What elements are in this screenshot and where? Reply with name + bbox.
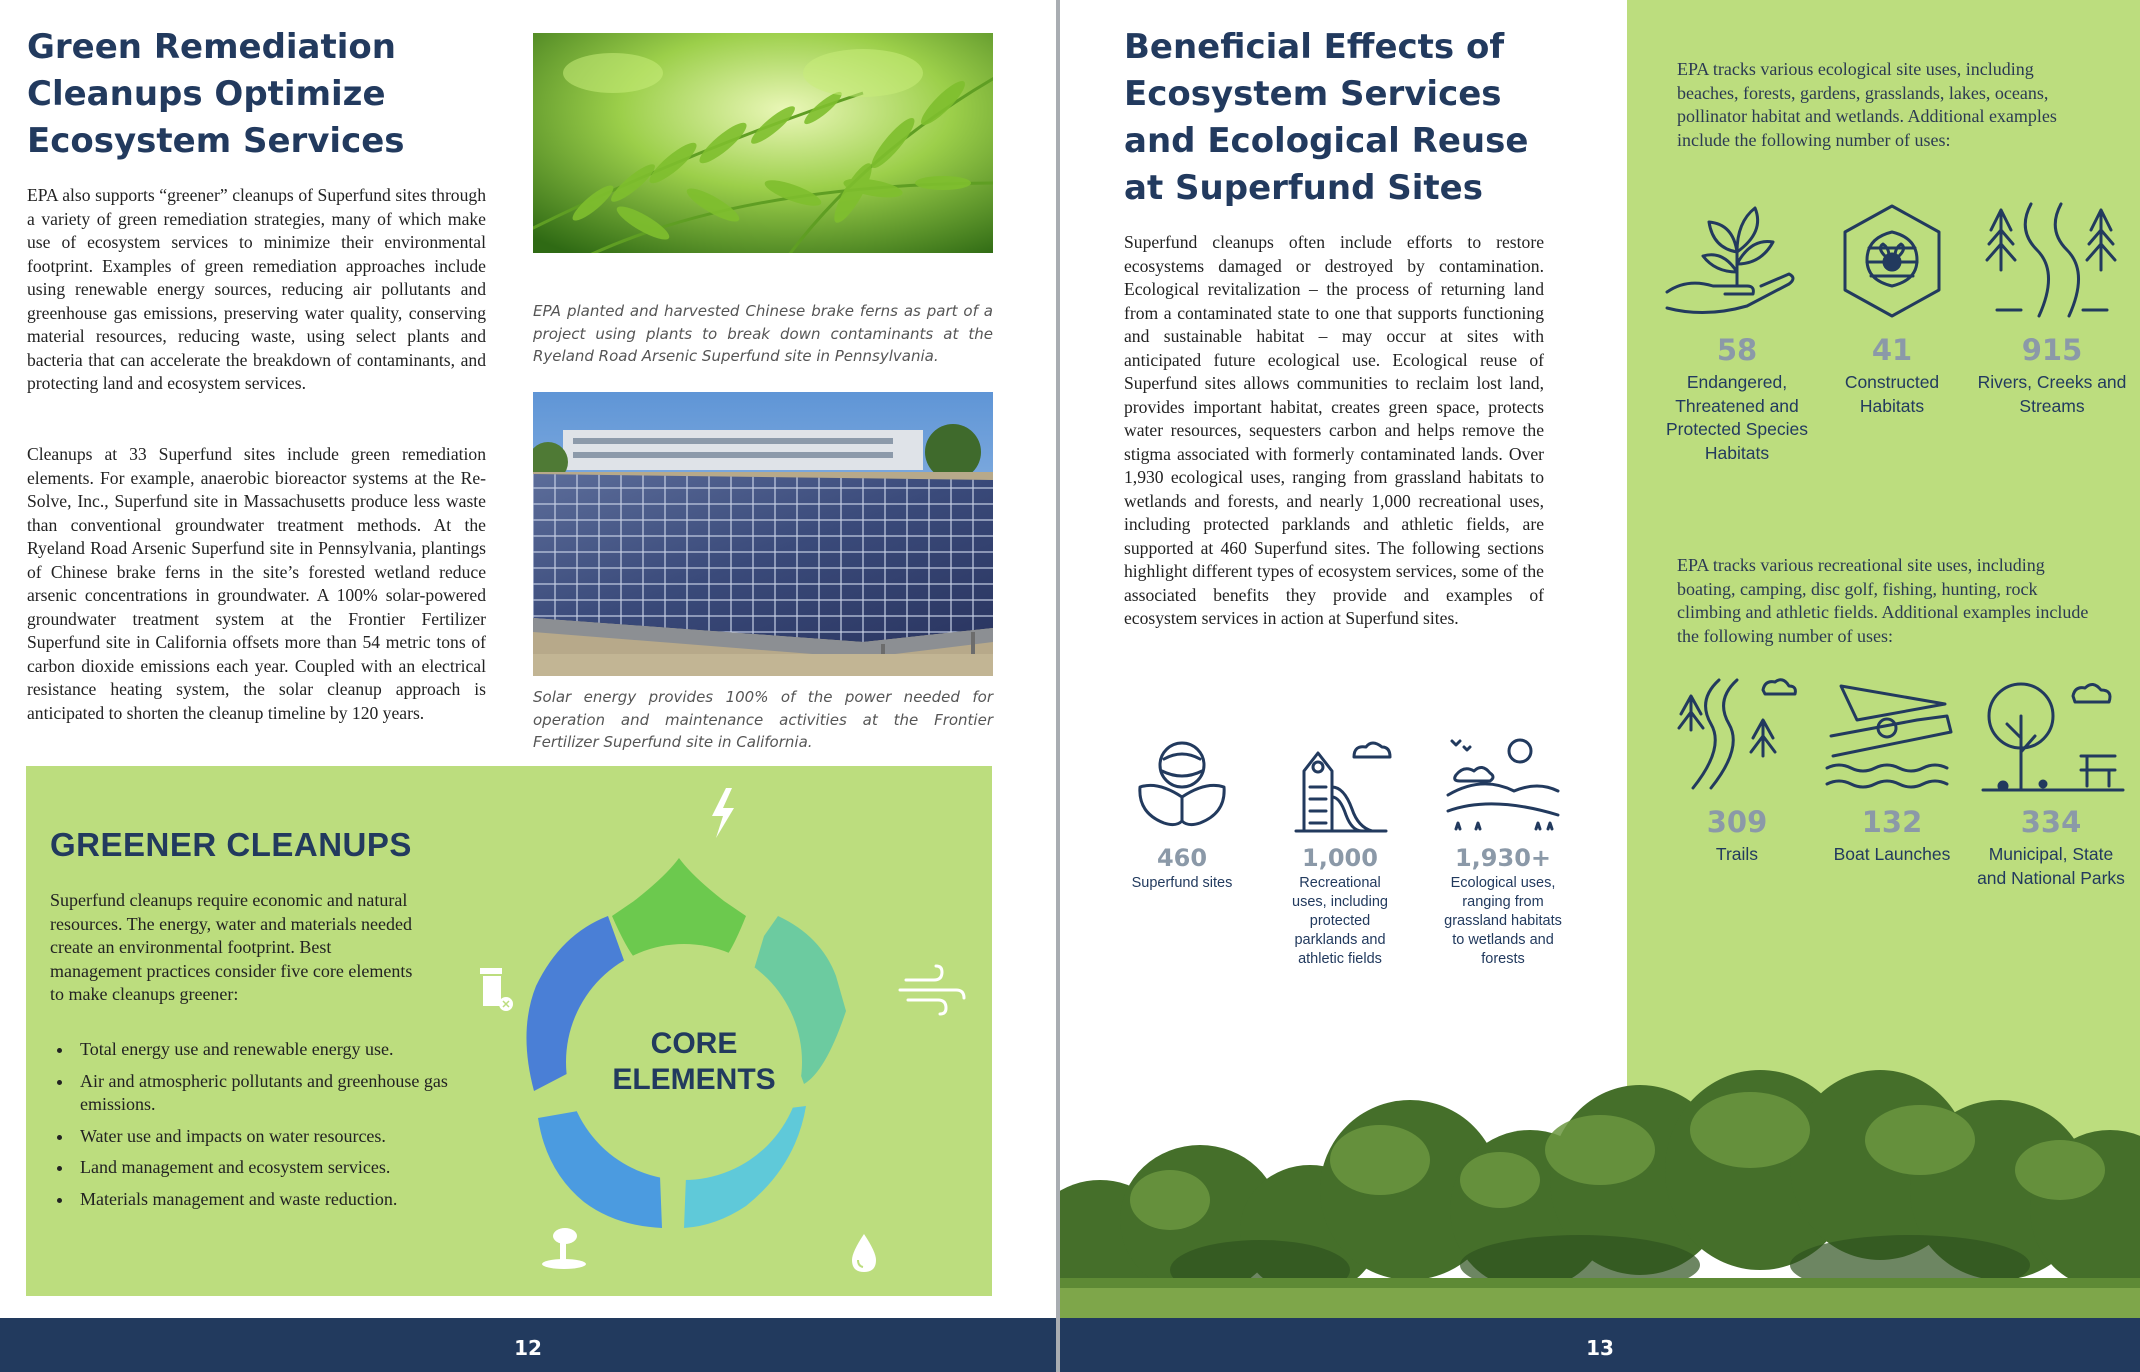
- fern-photo: [533, 33, 993, 253]
- list-item: • Materials management and waste reduction.: [74, 1188, 474, 1212]
- examples-paragraph: Cleanups at 33 Superfund sites include green remediation elements. For example, anaerobic bioreactor systems at the Re-Solve, Inc., Superfund site in Massachusetts produce less waste than conventional groundwater treatment methods. At the Ryeland Road Arsenic Superfund site in Pennsylvania, plantings of Chinese brake ferns in the site’s forested wetland reduce arsenic concentrations in groundwater. A 100% solar-powered groundwater treatment system at the Frontier Fertilizer Superfund site in California offsets more than 54 metric tons of carbon dioxide emissions each year. Coupled with an electrical resistance heating system, the solar cleanup approach is anticipated to shorten the cleanup timeline by 120 years.: [27, 444, 486, 723]
- solar-photo: [533, 392, 993, 676]
- list-item: • Water use and impacts on water resources.: [74, 1125, 474, 1149]
- stat-recreational-uses: [1282, 735, 1398, 969]
- core-elements-list: [40, 1038, 474, 1219]
- stat-label: Trails: [1715, 844, 1759, 864]
- page-number: 12: [514, 1336, 542, 1360]
- stat-label: Ecological uses, ranging from grassland habitats to wetlands and forests: [1444, 875, 1562, 967]
- boat-launch-icon: [1817, 676, 1967, 794]
- lightning-icon: [712, 788, 734, 838]
- list-item: • Air and atmospheric pollutants and greenhouse gas emissions.: [74, 1070, 474, 1117]
- solar-caption: Solar energy provides 100% of the power needed for operation and maintenance activities at the Frontier Fertilizer Superfund site in California.: [533, 688, 993, 751]
- water-drop-icon: [852, 1234, 876, 1272]
- greener-cleanups-box: [26, 766, 992, 1296]
- stat-superfund-sites: [1124, 735, 1240, 893]
- page-title: Green Remediation Cleanups Optimize Ecosystem Services: [27, 27, 405, 161]
- right-page: [1060, 0, 2140, 1372]
- plant-hand-icon: [1657, 200, 1817, 320]
- stat-label: Rivers, Creeks and Streams: [1977, 372, 2127, 416]
- stat-number: 915: [2021, 333, 2083, 367]
- trail-icon: [1667, 676, 1807, 794]
- stat-number: 334: [2020, 805, 2082, 839]
- fern-caption: EPA planted and harvested Chinese brake ferns as part of a project using plants to break down contaminants at the Ryeland Road Arsenic Superfund site in Pennsylvania.: [533, 302, 993, 365]
- stat-number: 460: [1156, 844, 1208, 872]
- reuse-stats: [1124, 735, 1564, 995]
- stat-number: 1,000: [1302, 844, 1378, 872]
- stat-label: Recreational uses, including protected parklands and athletic fields: [1292, 875, 1388, 967]
- tree-land-icon: [542, 1228, 586, 1269]
- park-icon: [1973, 676, 2129, 794]
- stat-trails: [1667, 676, 1807, 867]
- river-icon: [1977, 200, 2127, 320]
- left-page: [0, 0, 1056, 1372]
- page-number: 13: [1586, 1336, 1614, 1360]
- recreational-uses-intro: EPA tracks various recreational site uses, including boating, camping, disc golf, fishing, hunting, rock climbing and athletic fields. Additional examples include the following number of uses:: [1677, 555, 2089, 646]
- ecological-uses-sidebar: [1627, 0, 2140, 1140]
- stat-ecological-uses: [1442, 735, 1564, 969]
- tree-line-photo: [1060, 1070, 2140, 1320]
- stat-number: 132: [1861, 805, 1923, 839]
- landscape-icon: [1442, 735, 1564, 835]
- trash-bin-icon: [480, 968, 513, 1011]
- stat-number: 58: [1716, 333, 1758, 367]
- greener-cleanups-title: GREENER CLEANUPS: [50, 826, 412, 863]
- stat-boat-launches: [1817, 676, 1967, 867]
- page-title: Beneficial Effects of Ecosystem Services and Ecological Reuse at Superfund Sites: [1124, 27, 1529, 208]
- flower-icon: [1124, 735, 1240, 835]
- intro-paragraph: EPA also supports “greener” cleanups of Superfund sites through a variety of green remediation strategies, many of which make use of ecosystem services to minimize their environmental footprint. Examples of green remediation approaches include using renewable energy sources, reducing air pollutants and greenhouse gas emissions, preserving water quality, conserving material resources, reducing waste, using select plants and bacteria that can accelerate the breakdown of contaminants, and protecting land and ecosystem services.: [27, 185, 486, 393]
- stat-parks: [1973, 676, 2129, 890]
- beehive-icon: [1827, 200, 1957, 320]
- stat-label: Boat Launches: [1833, 844, 1951, 864]
- stat-label: Municipal, State and National Parks: [1977, 844, 2125, 888]
- core-elements-diagram: [426, 766, 992, 1296]
- ecological-uses-intro: EPA tracks various ecological site uses, including beaches, forests, gardens, grasslands, lakes, oceans, pollinator habitat and wetlands. Additional examples include the following number of uses:: [1677, 59, 2057, 150]
- stat-number: 309: [1706, 805, 1768, 839]
- greener-cleanups-intro: Superfund cleanups require economic and natural resources. The energy, water and materials needed create an environmental footprint. Best management practices consider five core elements to make cleanups greener:: [50, 890, 413, 1004]
- ecological-reuse-paragraph: Superfund cleanups often include efforts to restore ecosystems damaged or destroyed by contamination. Ecological revitalization – the process of returning land from a contaminated state to one that supports functioning and sustainable habitat – may occur at sites with anticipated future ecological use. Ecological reuse of Superfund sites allows communities to reclaim lost land, provides important habitat, creates green space, protects water resources, sequesters carbon and helps remove the stigma associated with formerly contaminated lands. Over 1,930 ecological uses, ranging from grassland habitats to wetlands and forests, and nearly 1,000 recreational uses, including protected parklands and athletic fields, are supported at 460 Superfund sites. The following sections highlight different types of ecosystem services, some of the associated benefits they provide and examples of ecosystem services in action at Superfund sites.: [1124, 232, 1544, 628]
- list-item: • Total energy use and renewable energy use.: [74, 1038, 474, 1062]
- playground-icon: [1282, 735, 1398, 835]
- stat-number: 41: [1871, 333, 1913, 367]
- page-footer: [1060, 1318, 2140, 1372]
- stat-species-habitats: [1657, 200, 1817, 465]
- wind-icon: [900, 966, 964, 1014]
- list-item: • Land management and ecosystem services.: [74, 1156, 474, 1180]
- core-label-line1: CORE: [650, 1027, 738, 1060]
- stat-label: Constructed Habitats: [1844, 372, 1940, 416]
- stat-number: 1,930+: [1454, 844, 1552, 872]
- stat-rivers-creeks: [1977, 200, 2127, 418]
- stat-constructed-habitats: [1827, 200, 1957, 418]
- page-footer: [0, 1318, 1056, 1372]
- stat-label: Superfund sites: [1131, 875, 1233, 891]
- stat-label: Endangered, Threatened and Protected Species Habitats: [1665, 372, 1809, 463]
- core-label-line2: ELEMENTS: [612, 1063, 776, 1096]
